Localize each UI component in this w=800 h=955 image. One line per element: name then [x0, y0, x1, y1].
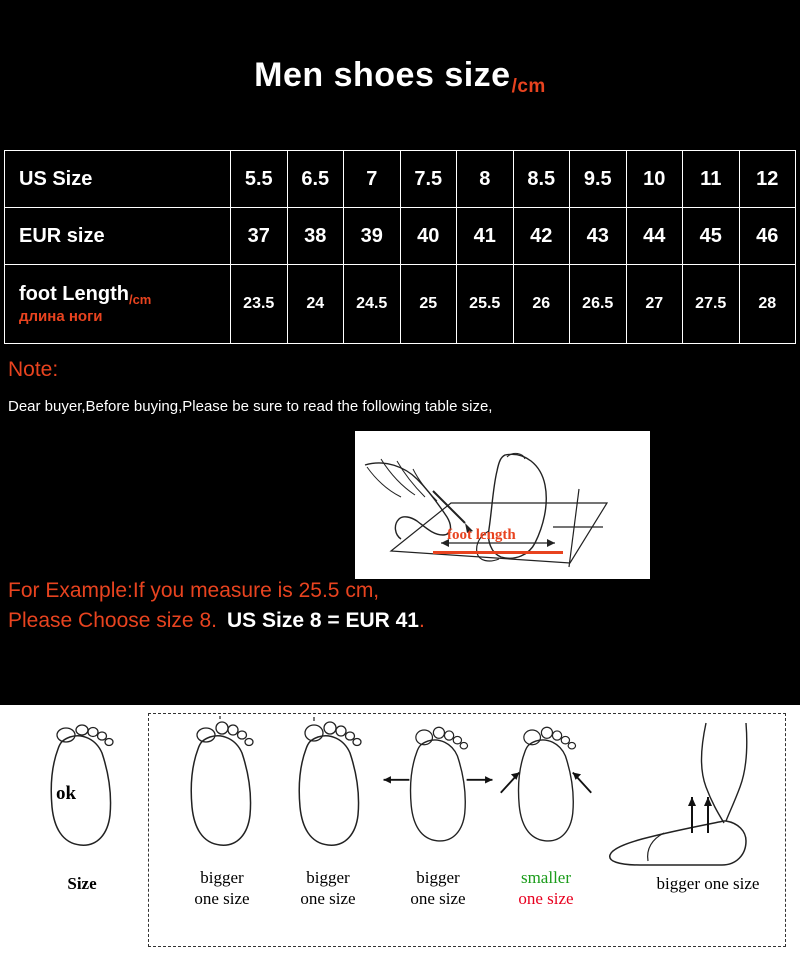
row-label-us-size — [5, 151, 231, 208]
size-table-wrap — [0, 150, 800, 344]
example-line-2-strong: US Size 8 = EUR 41 — [226, 609, 419, 632]
foot-outline-ok-icon — [22, 715, 142, 865]
cell-len-1: 24 — [287, 265, 344, 344]
example-line-2-text: Please Choose size 8. — [8, 609, 217, 632]
cell-us-5: 8.5 — [513, 151, 570, 208]
foot-caption-5-line1: bigger one size — [656, 874, 760, 893]
foot-caption-1-line2: one size — [194, 889, 250, 909]
cell-len-7: 27 — [626, 265, 683, 344]
foot-outline-bigger-3-icon — [378, 715, 498, 865]
note-line: Dear buyer,Before buying,Please be sure to read the following table size, — [8, 398, 493, 415]
foot-caption-2-line2: one size — [300, 889, 356, 909]
example-block — [0, 579, 800, 633]
foot-caption-4-line2: one size — [518, 889, 574, 909]
page-title-text: Men shoes size — [254, 55, 511, 94]
foot-measure-drawing — [355, 431, 650, 583]
foot-caption-0-line1: Size — [67, 874, 97, 893]
cell-eur-7: 44 — [626, 208, 683, 265]
cell-len-0: 23.5 — [231, 265, 288, 344]
cell-eur-6: 43 — [570, 208, 627, 265]
foot-caption-4 — [476, 867, 616, 910]
page-title-block — [0, 0, 800, 150]
foot-length-underline — [433, 551, 563, 554]
cell-us-4: 8 — [457, 151, 514, 208]
foot-outline-bigger-1-icon — [162, 715, 282, 865]
example-line-2-end: . — [418, 609, 425, 632]
row-label-unit: /cm — [128, 292, 152, 307]
cell-len-5: 26 — [513, 265, 570, 344]
foot-side-profile-icon — [596, 715, 786, 875]
foot-caption-5 — [618, 873, 798, 894]
page-title-unit: /cm — [511, 75, 546, 97]
cell-len-6: 26.5 — [570, 265, 627, 344]
table-row — [5, 265, 796, 344]
size-table — [4, 150, 796, 344]
table-row — [5, 151, 796, 208]
cell-len-3: 25 — [400, 265, 457, 344]
table-row — [5, 208, 796, 265]
foot-caption-3-line1: bigger — [416, 868, 460, 887]
cell-len-4: 25.5 — [457, 265, 514, 344]
cell-eur-5: 42 — [513, 208, 570, 265]
cell-us-2: 7 — [344, 151, 401, 208]
foot-caption-2-line1: bigger — [306, 868, 350, 887]
row-label-text: foot Length — [19, 283, 129, 305]
cell-eur-8: 45 — [683, 208, 740, 265]
foot-outline-smaller-icon — [486, 715, 606, 865]
measure-illustration — [355, 431, 650, 583]
foot-fit-diagram — [0, 705, 800, 955]
ok-label: ok — [56, 783, 77, 804]
row-label-text: EUR size — [19, 224, 105, 247]
note-title: Note: — [8, 358, 59, 381]
cell-eur-9: 46 — [739, 208, 796, 265]
cell-eur-1: 38 — [287, 208, 344, 265]
note-block — [0, 344, 800, 431]
row-label-foot-length — [5, 265, 231, 344]
cell-eur-4: 41 — [457, 208, 514, 265]
cell-len-2: 24.5 — [344, 265, 401, 344]
cell-us-3: 7.5 — [400, 151, 457, 208]
cell-us-6: 9.5 — [570, 151, 627, 208]
cell-eur-2: 39 — [344, 208, 401, 265]
row-label-ru: длина ноги — [19, 308, 103, 325]
cell-us-8: 11 — [683, 151, 740, 208]
cell-eur-3: 40 — [400, 208, 457, 265]
foot-outline-bigger-2-icon — [270, 715, 390, 865]
foot-caption-1-line1: bigger — [200, 868, 244, 887]
foot-caption-3-line2: one size — [410, 889, 466, 909]
example-line-2 — [8, 609, 794, 633]
page-title — [254, 56, 546, 95]
foot-caption-4-line1: smaller — [520, 868, 572, 887]
example-line-1: For Example:If you measure is 25.5 cm, — [8, 579, 380, 602]
row-label-eur-size — [5, 208, 231, 265]
cell-len-8: 27.5 — [683, 265, 740, 344]
cell-eur-0: 37 — [231, 208, 288, 265]
foot-caption-0 — [12, 873, 152, 894]
row-label-text: US Size — [19, 167, 93, 190]
foot-length-label: foot length — [447, 527, 516, 543]
measure-illustration-wrap — [0, 431, 800, 601]
cell-us-0: 5.5 — [231, 151, 288, 208]
cell-len-9: 28 — [739, 265, 796, 344]
cell-us-1: 6.5 — [287, 151, 344, 208]
cell-us-7: 10 — [626, 151, 683, 208]
cell-us-9: 12 — [739, 151, 796, 208]
